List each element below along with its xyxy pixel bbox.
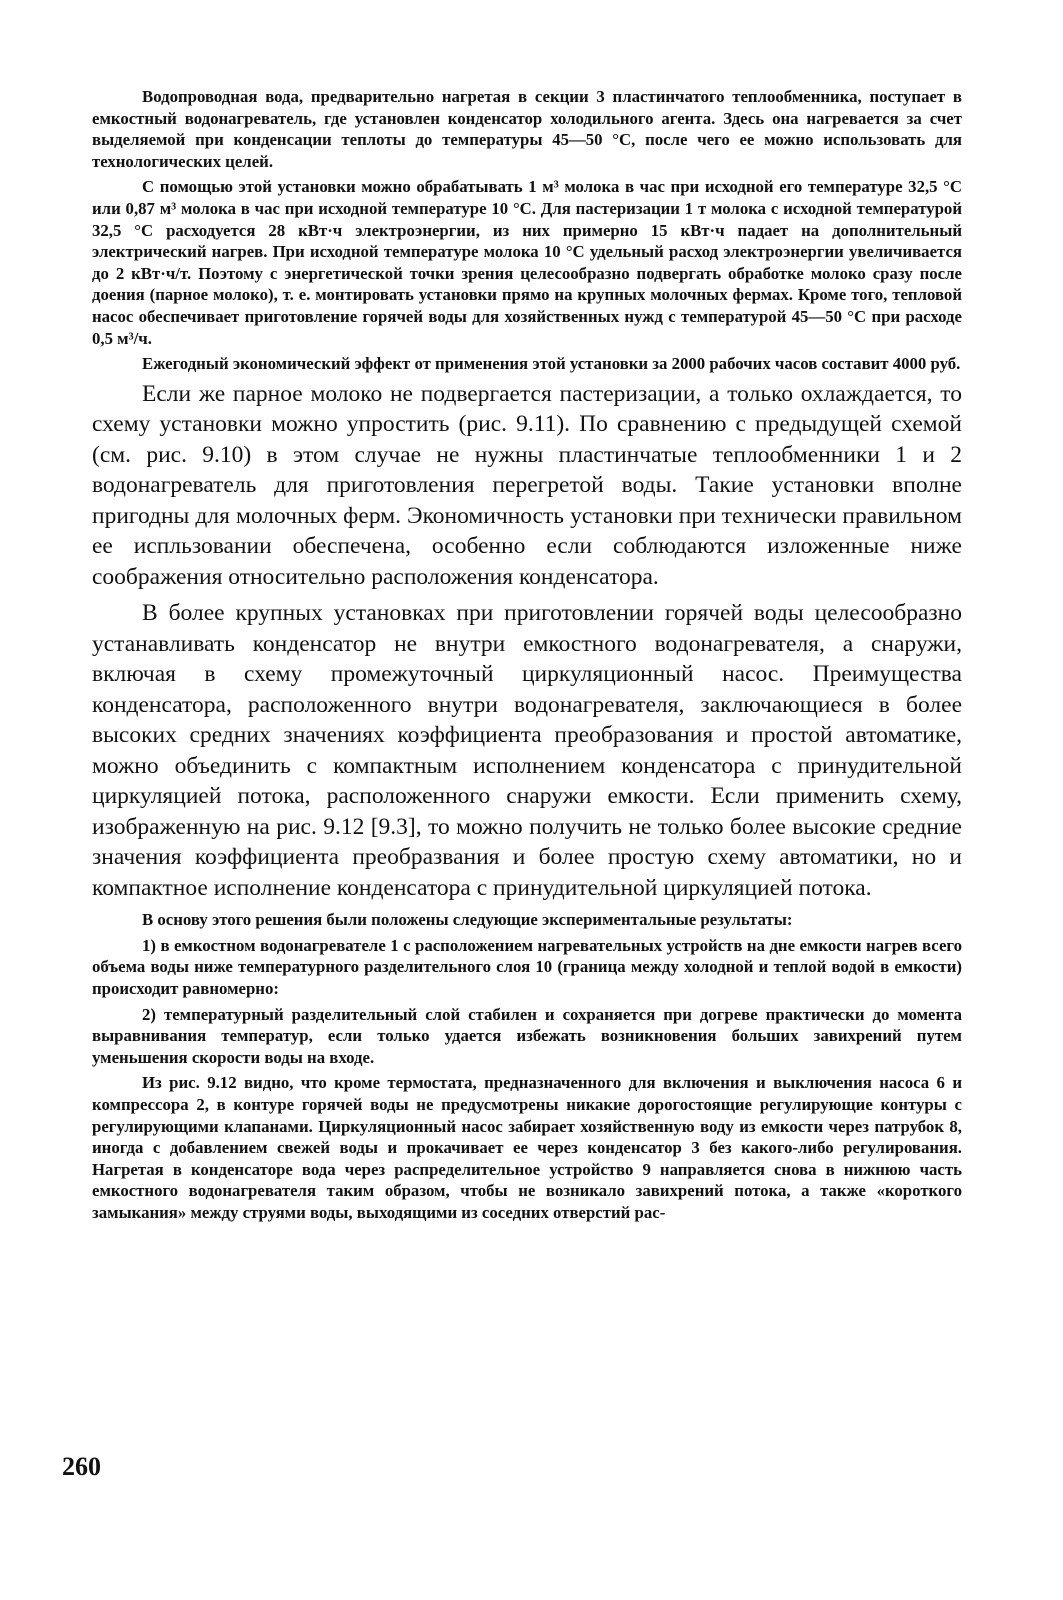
page-number: 260 bbox=[62, 1452, 101, 1481]
paragraph-external-condenser: В более крупных установках при приготовлении горячей воды целесообразно устанавливать конденсатор не внутри емкостного водонагревателя, а снаружи, включая в схему промежуточный циркуляционный насос. Преимущества конденсатора, расположенного внутри водонагревателя, заключающиеся в более высоких средних значениях коэффициента преобразования и простой автоматике, можно объединить с компактным исполнением конденсатора с принудительной циркуляцией потока, расположенного снаружи емкости. Если применить схему, изображенную на рис. 9.12 [9.3], то можно получить не только более высокие средние значения коэффициента преобразвания и более простую схему автоматики, но и компактное исполнение конденсатора с принудительной циркуляцией потока. bbox=[92, 600, 962, 901]
paragraph-economic-effect: Ежегодный экономический эффект от применения этой установки за 2000 рабочих часов составит 4000 руб. bbox=[142, 354, 961, 374]
page-body bbox=[92, 86, 962, 1228]
paragraph-experimental-basis: В основу этого решения были положены следующие экспериментальные результаты: bbox=[142, 910, 793, 930]
paragraph-water-heating: Водопроводная вода, предварительно нагретая в секции 3 пластинчатого теплообменника, поступает в емкостный водонагреватель, где установлен конденсатор холодильного агента. Здесь она нагревается за счет выделяемой при конденсации теплоты до температуры 45—50 °С, после чего ее можно использовать для технологических целей. bbox=[92, 87, 962, 171]
paragraph-figure-9-12: Из рис. 9.12 видно, что кроме термостата, предназначенного для включения и выключения насоса 6 и компрессора 2, в контуре горячей воды не предусмотрены никакие дорогостоящие регулирующие контуры с регулирующими клапанами. Циркуляционный насос забирает хозяйственную воду из емкости через патрубок 8, иногда с добавлением свежей воды и прокачивает ее через конденсатор 3 без какого-либо регулирования. Нагретая в конденсаторе вода через распределительное устройство 9 направляется снова в нижнюю часть емкостного водонагревателя таким образом, чтобы не возникало завихрений потока, а также «короткого замыкания» между струями воды, выходящими из соседних отверстий рас- bbox=[92, 1073, 962, 1222]
paragraph-milk-processing: С помощью этой установки можно обрабатывать 1 м³ молока в час при исходной его температуре 32,5 °С или 0,87 м³ молока в час при исходной температуре 10 °С. Для пастеризации 1 т молока с исходной температурой 32,5 °С расходуется 28 кВт·ч электроэнергии, из них примерно 15 кВт·ч падает на дополнительный электрический нагрев. При исходной температуре молока 10 °С удельный расход электроэнергии увеличивается до 2 кВт·ч/т. Поэтому с энергетической точки зрения целесообразно подвергать обработке молоко сразу после доения (парное молоко), т. е. монтировать установки прямо на крупных молочных фермах. Кроме того, тепловой насос обеспечивает приготовление горячей воды для хозяйственных нужд с температурой 45—50 °С при расходе 0,5 м³/ч. bbox=[92, 177, 962, 348]
paragraph-simplified-scheme: Если же парное молоко не подвергается пастеризации, а только охлаждается, то схему установки можно упростить (рис. 9.11). По сравнению с предыдущей схемой (см. рис. 9.10) в этом случае не нужны пластинчатые теплообменники 1 и 2 водонагреватель для приготовления перегретой воды. Такие установки вполне пригодны для молочных ферм. Экономичность установки при технически правильном ее испльзовании обеспечена, особенно если соблюдаются изложенные ниже соображения относительно расположения конденсатора. bbox=[92, 380, 962, 590]
paragraph-result-2: 2) температурный разделительный слой стабилен и сохраняется при догреве практически до момента выравнивания температур, если только удается избежать возникновения больших завихрений путем уменьшения скорости воды на входе. bbox=[92, 1004, 962, 1067]
paragraph-result-1: 1) в емкостном водонагревателе 1 с расположением нагревательных устройств на дне емкости нагрев всего объема воды ниже температурного разделительного слоя 10 (граница между холодной и теплой водой в емкости) происходит равномерно: bbox=[92, 935, 962, 998]
